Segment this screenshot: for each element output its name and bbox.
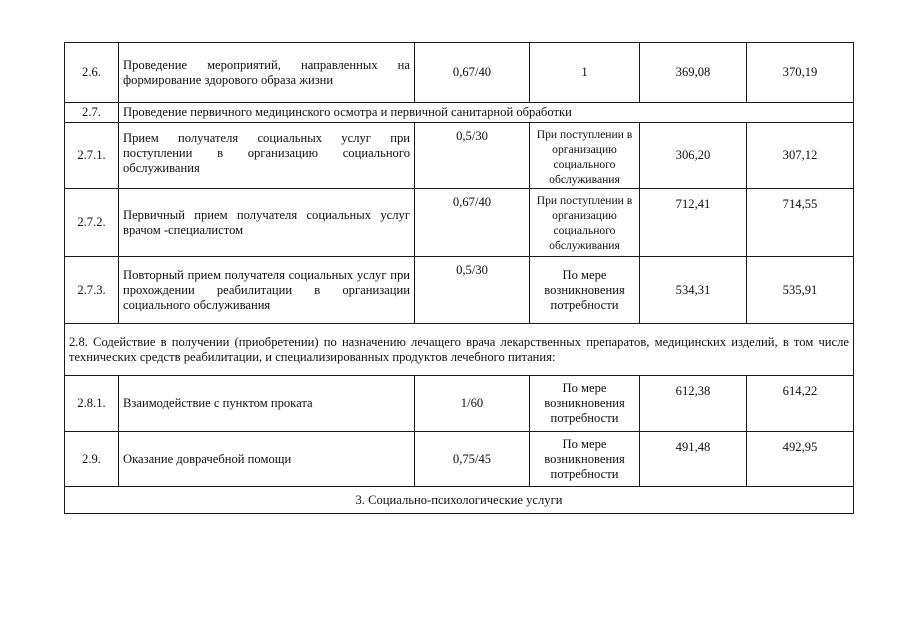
time-norm: 0,67/40 (415, 43, 530, 103)
price-value: 612,38 (640, 376, 747, 432)
tariff-table (64, 42, 854, 514)
table-row (65, 324, 854, 376)
time-norm: 0,5/30 (415, 257, 530, 324)
frequency: По мере возникновения потребности (530, 376, 640, 432)
row-number: 2.7.2. (65, 189, 119, 257)
table-row (65, 43, 854, 103)
time-norm: 0,5/30 (415, 123, 530, 189)
price-value: 370,19 (747, 43, 854, 103)
table-row (65, 487, 854, 514)
price-value: 369,08 (640, 43, 747, 103)
row-number: 2.6. (65, 43, 119, 103)
frequency: По мере возникновения потребности (530, 257, 640, 324)
service-description: Повторный прием получателя социальных услуг при прохождении реабилитации в организации социального обслуживания (119, 257, 415, 324)
section-heading: 3. Социально-психологические услуги (65, 487, 854, 514)
service-description: Оказание доврачебной помощи (119, 432, 415, 487)
price-value: 534,31 (640, 257, 747, 324)
table-row (65, 432, 854, 487)
time-norm: 1/60 (415, 376, 530, 432)
price-value: 712,41 (640, 189, 747, 257)
service-description: Прием получателя социальных услуг при поступлении в организацию социального обслуживания (119, 123, 415, 189)
service-description: Взаимодействие с пунктом проката (119, 376, 415, 432)
frequency: При поступлении в организацию социального обслуживания (530, 189, 640, 257)
row-number: 2.9. (65, 432, 119, 487)
service-description: Проведение мероприятий, направленных на формирование здорового образа жизни (119, 43, 415, 103)
price-value: 307,12 (747, 123, 854, 189)
row-number: 2.8.1. (65, 376, 119, 432)
row-number: 2.7.1. (65, 123, 119, 189)
service-description: Первичный прием получателя социальных услуг врачом -специалистом (119, 189, 415, 257)
price-value: 492,95 (747, 432, 854, 487)
table-row (65, 123, 854, 189)
table-row (65, 103, 854, 123)
price-value: 714,55 (747, 189, 854, 257)
price-value: 306,20 (640, 123, 747, 189)
section-heading: 2.8. Содействие в получении (приобретении) по назначению лечащего врача лекарственных препаратов, медицинских изделий, в том числе технических средств реабилитации, и специализированных продуктов лечебного питания: (65, 324, 854, 376)
price-value: 614,22 (747, 376, 854, 432)
row-number: 2.7. (65, 103, 119, 123)
section-heading: Проведение первичного медицинского осмотра и первичной санитарной обработки (119, 103, 854, 123)
price-value: 535,91 (747, 257, 854, 324)
row-number: 2.7.3. (65, 257, 119, 324)
table-row (65, 376, 854, 432)
frequency: 1 (530, 43, 640, 103)
frequency: По мере возникновения потребности (530, 432, 640, 487)
frequency: При поступлении в организацию социального обслуживания (530, 123, 640, 189)
table-row (65, 189, 854, 257)
time-norm: 0,67/40 (415, 189, 530, 257)
price-value: 491,48 (640, 432, 747, 487)
table-row (65, 257, 854, 324)
time-norm: 0,75/45 (415, 432, 530, 487)
